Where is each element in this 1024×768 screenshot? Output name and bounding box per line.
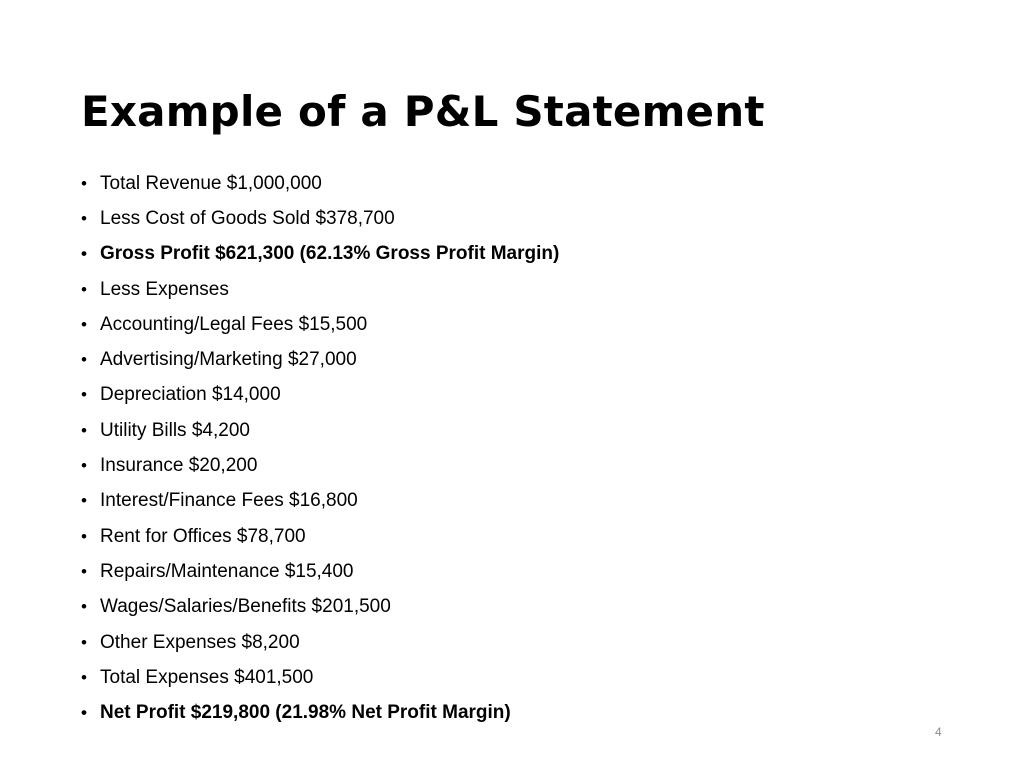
slide-title: Example of a P&L Statement xyxy=(81,87,765,136)
bullet-text: Total Expenses $401,500 xyxy=(100,666,314,688)
bullet-text: Other Expenses $8,200 xyxy=(100,631,300,653)
bullet-text: Total Revenue $1,000,000 xyxy=(100,172,322,194)
bullet-icon: • xyxy=(81,526,87,546)
bullet-text: Advertising/Marketing $27,000 xyxy=(100,349,357,371)
bullet-icon: • xyxy=(81,279,87,299)
bullet-item xyxy=(81,237,559,272)
bullet-item xyxy=(81,448,559,483)
bullet-text: Repairs/Maintenance $15,400 xyxy=(100,560,354,582)
bullet-icon: • xyxy=(81,561,87,581)
bullet-icon: • xyxy=(81,703,87,723)
bullet-icon: • xyxy=(81,667,87,687)
bullet-item xyxy=(81,554,559,589)
bullet-text: Accounting/Legal Fees $15,500 xyxy=(100,313,368,335)
bullet-item xyxy=(81,307,559,342)
bullet-item xyxy=(81,519,559,554)
bullet-text: Less Expenses xyxy=(100,278,229,300)
bullet-text: Depreciation $14,000 xyxy=(100,384,281,406)
bullet-icon: • xyxy=(81,597,87,617)
bullet-icon: • xyxy=(81,314,87,334)
bullet-text: Utility Bills $4,200 xyxy=(100,419,250,441)
bullet-item xyxy=(81,378,559,413)
bullet-icon: • xyxy=(81,208,87,228)
bullet-item xyxy=(81,660,559,695)
bullet-icon: • xyxy=(81,350,87,370)
bullet-text: Gross Profit $621,300 (62.13% Gross Profit Margin) xyxy=(100,243,560,265)
bullet-text: Less Cost of Goods Sold $378,700 xyxy=(100,207,395,229)
bullet-text: Rent for Offices $78,700 xyxy=(100,525,306,547)
bullet-item xyxy=(81,484,559,519)
bullet-item xyxy=(81,695,559,730)
bullet-icon: • xyxy=(81,173,87,193)
bullet-item xyxy=(81,590,559,625)
bullet-text: Interest/Finance Fees $16,800 xyxy=(100,490,358,512)
bullet-icon: • xyxy=(81,385,87,405)
bullet-icon: • xyxy=(81,456,87,476)
bullet-text: Wages/Salaries/Benefits $201,500 xyxy=(100,596,391,618)
bullet-item xyxy=(81,413,559,448)
bullet-item xyxy=(81,201,559,236)
bullet-icon: • xyxy=(81,632,87,652)
bullet-text: Insurance $20,200 xyxy=(100,455,258,477)
bullet-text: Net Profit $219,800 (21.98% Net Profit Margin) xyxy=(100,702,511,724)
bullet-item xyxy=(81,625,559,660)
bullet-item xyxy=(81,272,559,307)
bullet-icon: • xyxy=(81,244,87,264)
bullet-icon: • xyxy=(81,491,87,511)
bullet-item xyxy=(81,342,559,377)
bullet-item xyxy=(81,166,559,201)
bullet-icon: • xyxy=(81,420,87,440)
page-number: 4 xyxy=(935,725,942,739)
bullet-list xyxy=(81,166,559,731)
